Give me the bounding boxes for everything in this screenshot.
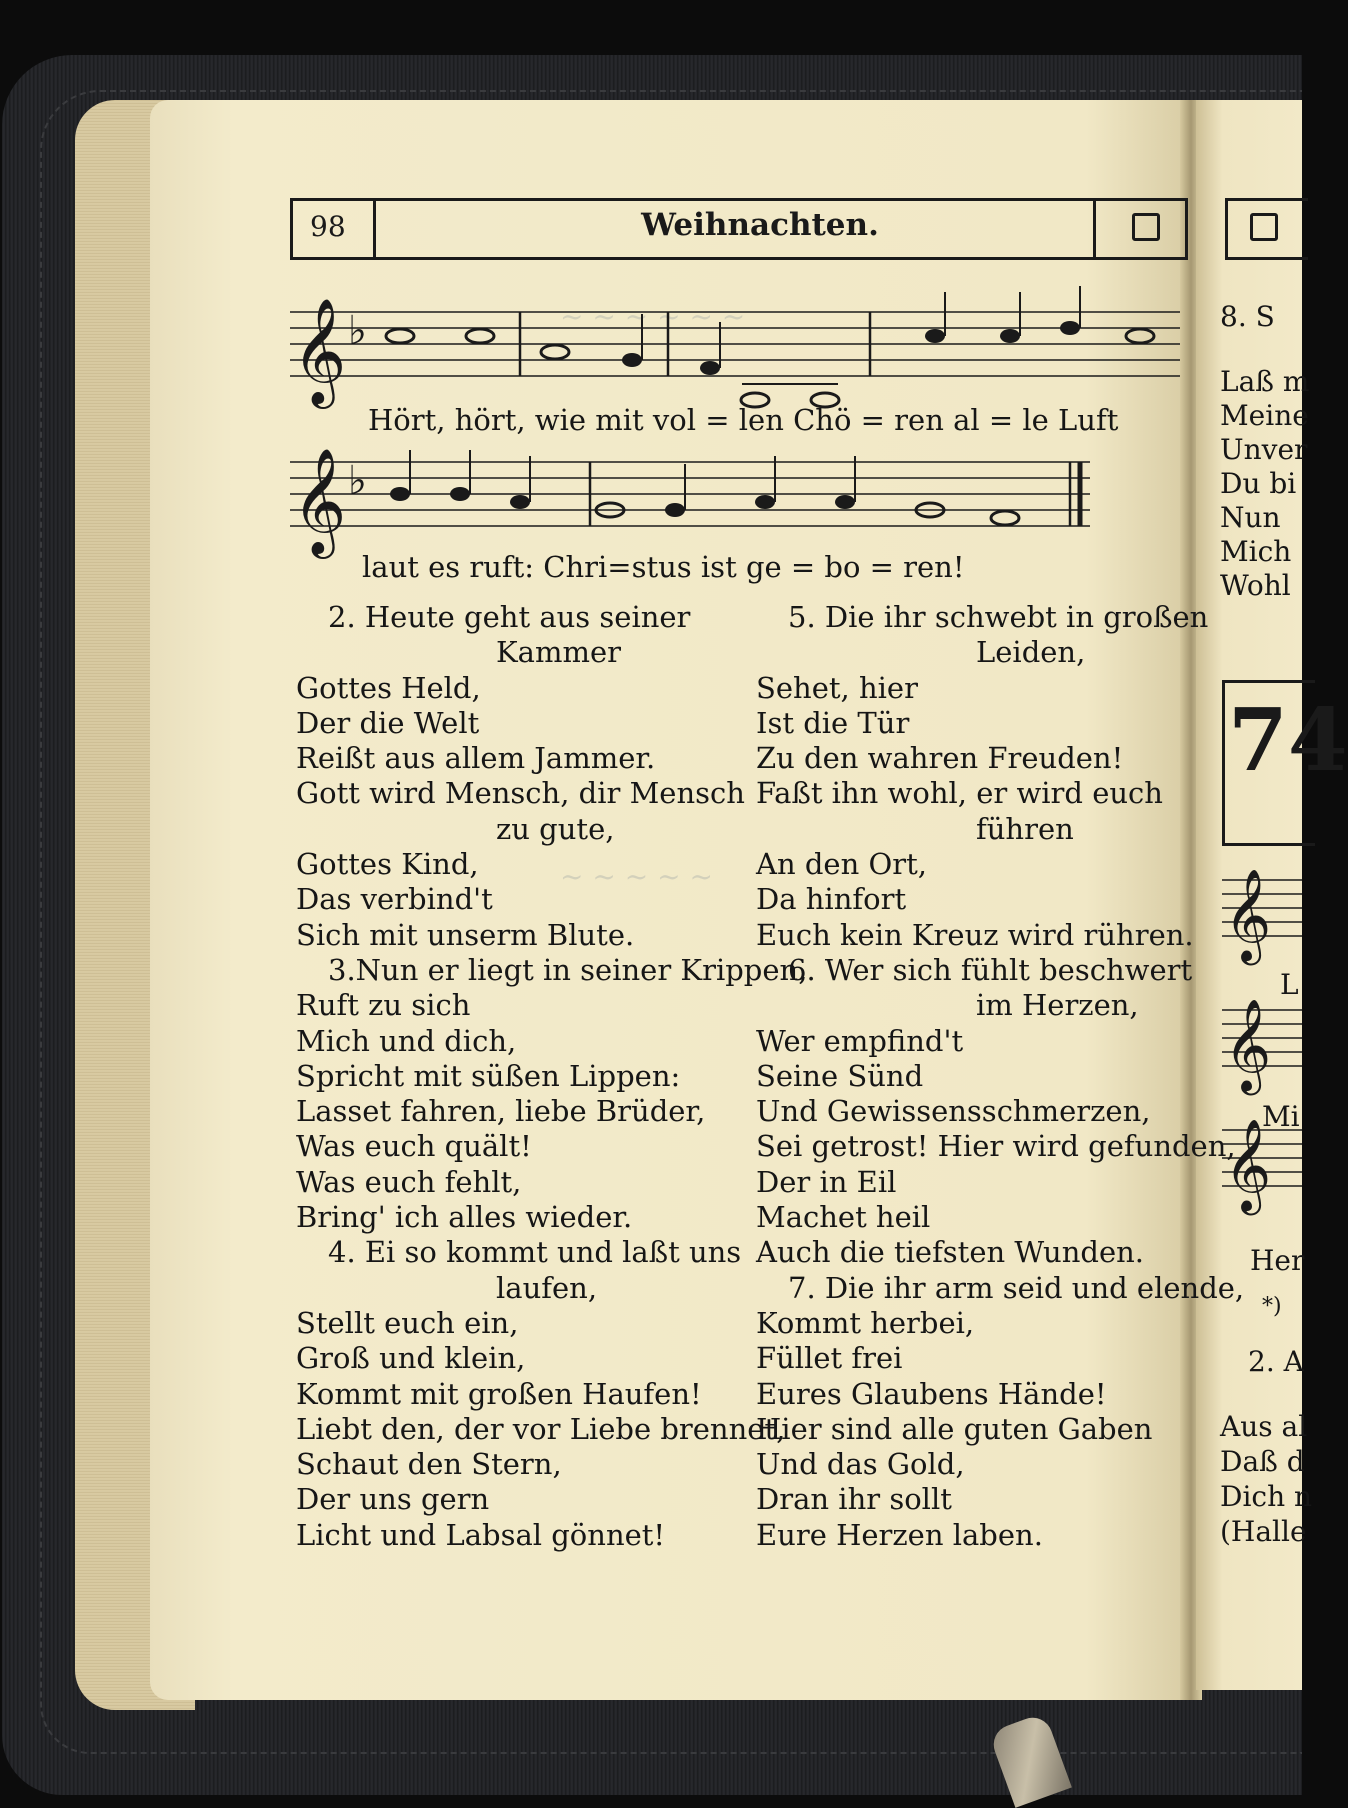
right-lyric-fragment: L	[1280, 968, 1299, 1001]
verse-line: Mich und dich,	[296, 1023, 517, 1058]
verses-right-column	[756, 600, 1244, 1553]
verse-line: Stellt euch ein,	[296, 1305, 519, 1340]
verse-line: Kammer	[496, 635, 621, 670]
verse-line: Hier sind alle guten Gaben	[756, 1411, 1153, 1446]
footnote-marker: *)	[1262, 1294, 1282, 1319]
svg-text:𝄞: 𝄞	[1224, 998, 1272, 1091]
verse-line: Was euch quält!	[296, 1129, 532, 1164]
verse-line: Sich mit unserm Blute.	[296, 917, 635, 952]
verse-line: Leiden,	[976, 635, 1086, 670]
right-page-line: Meine	[1220, 399, 1309, 432]
verse-line: Da hinfort	[756, 882, 907, 917]
lyrics-line-2: laut es ruft: Chri=stus ist ge = bo = ren!	[362, 550, 965, 584]
verse-line: zu gute,	[496, 811, 615, 846]
verse-line: im Herzen,	[976, 988, 1139, 1023]
verse-line: Sei getrost! Hier wird gefunden,	[756, 1129, 1236, 1164]
verse-line: Euch kein Kreuz wird rühren.	[756, 917, 1194, 952]
verse-line: führen	[976, 811, 1074, 846]
verse-line: Wer empfind't	[756, 1023, 964, 1058]
verse-line: Reißt aus allem Jammer.	[296, 741, 656, 776]
verse-line: Der uns gern	[296, 1482, 490, 1517]
verse-line: Faßt ihn wohl, er wird euch	[756, 776, 1163, 811]
bleed-through-text: ~ ~ ~ ~ ~	[560, 860, 713, 893]
verse-line: Gott wird Mensch, dir Mensch	[296, 776, 745, 811]
verse-line: Was euch fehlt,	[296, 1164, 522, 1199]
right-page-line: Laß m	[1220, 365, 1310, 398]
header-divider	[1093, 201, 1096, 257]
verse-line: Der in Eil	[756, 1164, 897, 1199]
verse-line: Füllet frei	[756, 1341, 903, 1376]
verse-line: Gottes Held,	[296, 670, 481, 705]
right-page-line: Aus al	[1220, 1410, 1308, 1443]
bleed-through-text: ~ ~ ~ ~ ~ ~	[560, 300, 746, 333]
verse-line: Liebt den, der vor Liebe brennet,	[296, 1411, 786, 1446]
right-page-line: Daß d	[1220, 1445, 1305, 1478]
verse-line: 5. Die ihr schwebt in großen	[788, 600, 1209, 634]
verse-line: Das verbind't	[296, 882, 493, 917]
hymn-number: 74	[1228, 690, 1348, 791]
verse-line: An den Ort,	[756, 847, 927, 882]
right-page-line: Unver	[1220, 433, 1308, 466]
music-staff-2	[290, 447, 1190, 560]
svg-text:𝄞: 𝄞	[1224, 1118, 1272, 1211]
flat-icon: ♭	[348, 458, 367, 504]
verse-line: Bring' ich alles wieder.	[296, 1200, 633, 1235]
verse-line: Groß und klein,	[296, 1341, 526, 1376]
right-verse-number: 8. S	[1220, 300, 1275, 333]
right-lyric-fragment: Her	[1250, 1244, 1305, 1277]
verse-line: Seine Sünd	[756, 1058, 924, 1093]
verse-line: Ist die Tür	[756, 705, 910, 740]
right-page-line: Mich	[1220, 535, 1292, 568]
header-divider	[373, 201, 376, 257]
verse-line: 6. Wer sich fühlt beschwert	[788, 952, 1193, 987]
page-marker-box	[1250, 213, 1278, 241]
verse-line: Licht und Labsal gönnet!	[296, 1517, 666, 1552]
verse-line: Ruft zu sich	[296, 988, 471, 1023]
right-page-line: Du bi	[1220, 467, 1297, 500]
verse-line: Lasset fahren, liebe Brüder,	[296, 1094, 706, 1129]
verse-line: laufen,	[496, 1270, 598, 1305]
verse-line: Kommt mit großen Haufen!	[296, 1376, 702, 1411]
verse-line: 7. Die ihr arm seid und elende,	[788, 1270, 1245, 1305]
music-staff-1	[290, 297, 1190, 410]
right-page-line: Wohl	[1220, 569, 1291, 602]
running-title: Weihnachten.	[641, 207, 879, 243]
right-music-staves	[1222, 860, 1302, 1211]
verse-line: Gottes Kind,	[296, 847, 479, 882]
verse-line: Spricht mit süßen Lippen:	[296, 1058, 681, 1093]
verse-line: 3.Nun er liegt in seiner Krippen,	[328, 952, 808, 987]
verse-line: 2. Heute geht aus seiner	[328, 600, 691, 634]
flat-icon: ♭	[348, 308, 367, 354]
verse-line: Und das Gold,	[756, 1447, 965, 1482]
verse-line: Der die Welt	[296, 705, 480, 740]
verse-line: Kommt herbei,	[756, 1305, 975, 1340]
verse-line: Machet heil	[756, 1200, 931, 1235]
page-marker-box	[1132, 213, 1160, 241]
verses-left-column	[296, 600, 807, 1553]
lyrics-line-1: Hört, hört, wie mit vol = len Chö = ren al = le Luft	[368, 403, 1119, 437]
verse-line: Eure Herzen laben.	[756, 1517, 1043, 1552]
right-page-line: (Halle	[1220, 1515, 1307, 1548]
verse-line: Auch die tiefsten Wunden.	[756, 1235, 1145, 1270]
treble-clef-icon: 𝄞	[292, 297, 347, 404]
right-verse-start: 2. A	[1248, 1345, 1304, 1378]
verse-line: Eures Glaubens Hände!	[756, 1376, 1107, 1411]
verse-line: Dran ihr sollt	[756, 1482, 952, 1517]
verse-line: Zu den wahren Freuden!	[756, 741, 1124, 776]
right-lyric-fragment: Mi	[1262, 1100, 1300, 1133]
verse-line: Schaut den Stern,	[296, 1447, 562, 1482]
svg-text:𝄞: 𝄞	[1224, 868, 1272, 961]
verse-line: Und Gewissensschmerzen,	[756, 1094, 1151, 1129]
page-number: 98	[310, 210, 346, 243]
verse-line: 4. Ei so kommt und laßt uns	[328, 1235, 742, 1270]
verse-line: Sehet, hier	[756, 670, 918, 705]
right-page-line: Dich n	[1220, 1480, 1313, 1513]
right-page-line: Nun	[1220, 501, 1281, 534]
treble-clef-icon: 𝄞	[292, 447, 347, 554]
